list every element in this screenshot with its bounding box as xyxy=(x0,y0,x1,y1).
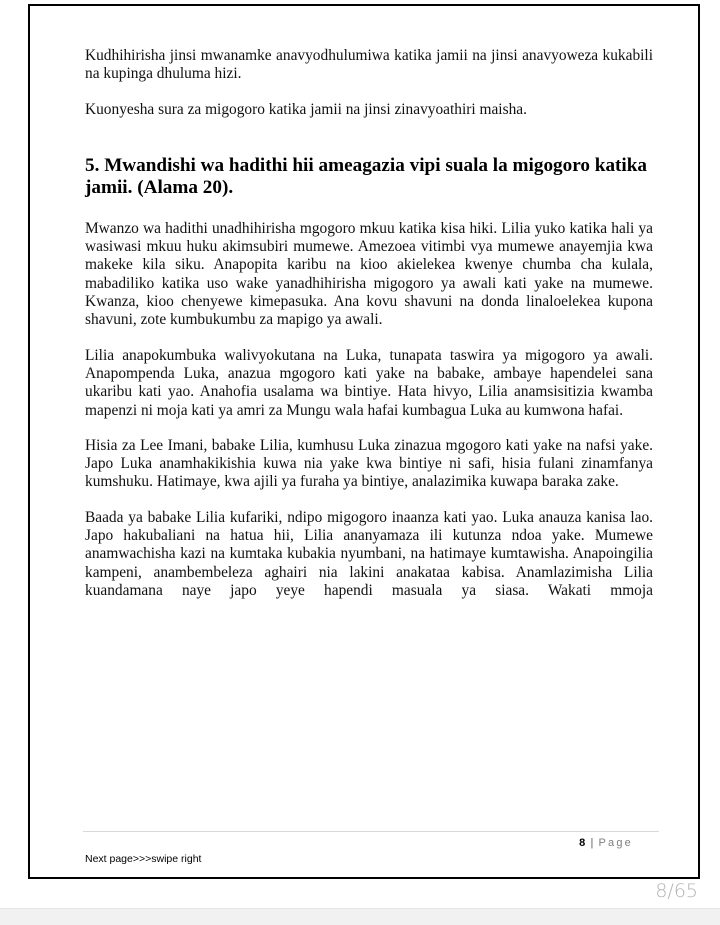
intro-paragraph-1: Kudhihirisha jinsi mwanamke anavyodhulumiwa katika jamii na jinsi anavyoweza kukabili na kupinga dhuluma hizi. xyxy=(85,47,653,83)
question-heading: 5. Mwandishi wa hadithi hii ameagazia vipi suala la migogoro katika jamii. (Alama 20). xyxy=(85,154,648,199)
next-page-hint: Next page>>>swipe right xyxy=(85,853,202,865)
body-paragraph-3: Hisia za Lee Imani, babake Lilia, kumhusu Luka zinazua mgogoro kati yake na nafsi yake. Japo Luka anamhakikishia kuwa nia yake kwa bintiye ni safi, hisia fulani zinamfanya kumshuku. Hatimaye, kwa ajili ya furaha ya bintiye, analazimika kuwapa baraka zake. xyxy=(85,436,653,491)
intro-paragraph-2: Kuonyesha sura za migogoro katika jamii na jinsi zinavyoathiri maisha. xyxy=(85,100,527,118)
page-counter: 8/65 xyxy=(655,880,698,902)
footer-divider xyxy=(83,831,659,832)
body-paragraph-1: Mwanzo wa hadithi unadhihirisha mgogoro mkuu katika kisa hiki. Lilia yuko katika hali ya wasiwasi mkuu huku akimsubiri mumewe. Amezoea vitimbi vya mumewe anayemjia kwa makeke kila siku. Anapopita karibu na kioo akielekea kwenye chumba cha kulala, mabadiliko katika uso wake yanadhihirisha migogoro ya awali kati yake na mumewe. Kwanza, kioo chenyewe kimepasuka. Ana kovu shavuni na donda linaloelekea kupona shavuni, zote kumbukumbu za mapigo ya awali. xyxy=(85,219,653,329)
body-paragraph-4: Baada ya babake Lilia kufariki, ndipo migogoro inaanza kati yao. Luka anauza kanisa lao. Japo hakubaliani na hatua hii, Lilia ananyamaza ili kutunza ndoa yake. Mumewe anamwachisha kazi na kumtaka kubakia nyumbani, na hatimaye kumtawisha. Anapoingilia kampeni, anambembeleza aghairi nia lakini anakataa kabisa. Anamlazimisha Lilia kuandamana naye japo yeye hapendi masuala ya siasa. Wakati mmoja xyxy=(85,508,653,599)
page-number-footer xyxy=(579,837,633,849)
document-page[interactable] xyxy=(28,4,700,879)
page-number-separator: | xyxy=(590,837,594,849)
page-content xyxy=(85,47,653,617)
page-number: 8 xyxy=(579,837,586,849)
body-paragraph-2: Lilia anapokumbuka walivyokutana na Luka, tunapata taswira ya migogoro ya awali. Anapompenda Luka, anazua mgogoro kati yake na babake, ambaye hapendelei sana ukaribu kati yao. Anahofia usalama wa bintiye. Hata hivyo, Lilia anamsisitizia kwamba mapenzi ni moja kati ya amri za Mungu wala hafai kumbagua Luka au kumwona hafai. xyxy=(85,346,653,419)
page-label: Page xyxy=(598,837,633,849)
viewer-bottom-bar xyxy=(0,908,720,925)
